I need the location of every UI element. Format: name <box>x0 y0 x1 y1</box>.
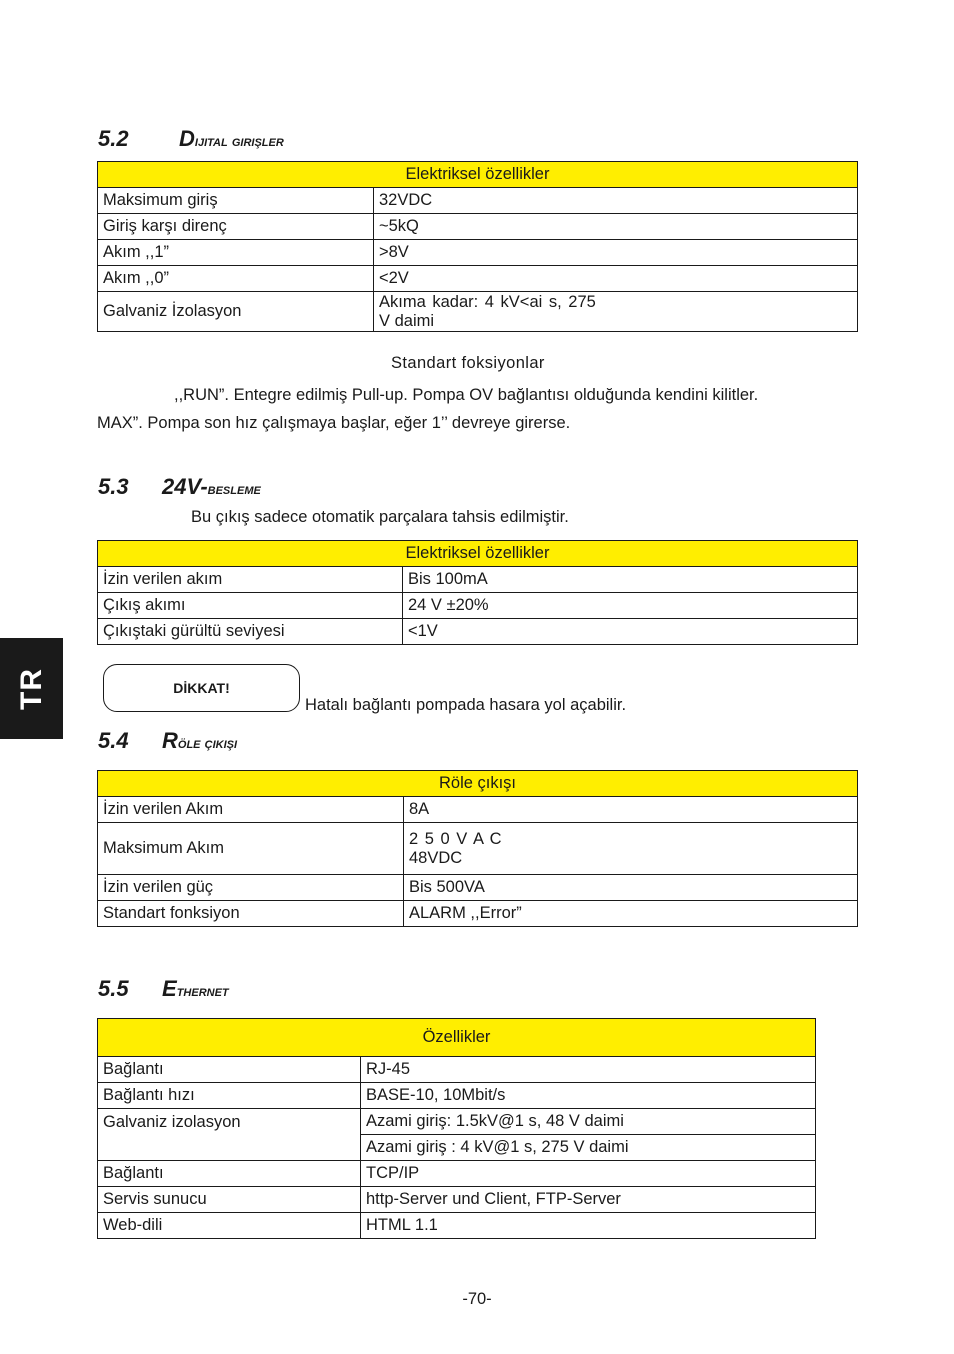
table-row <box>98 1109 816 1135</box>
cell-label: Galvaniz İzolasyon <box>98 292 374 332</box>
table-header: Elektriksel özellikler <box>98 541 858 567</box>
language-tab-label: TR <box>14 667 48 710</box>
language-tab <box>0 638 63 739</box>
cell-value: BASE-10, 10Mbit/s <box>361 1083 816 1109</box>
section-title-rest: besleme <box>207 481 261 498</box>
section-heading-5-3 <box>98 474 261 500</box>
standard-functions-title: Standart foksiyonlar <box>391 354 545 372</box>
supply-intro: Bu çıkış sadece otomatik parçalara tahsis edilmiştir. <box>191 508 569 526</box>
table-row <box>98 1057 816 1083</box>
table-row <box>98 567 858 593</box>
cell-label: Bağlantı hızı <box>98 1083 361 1109</box>
cell-label: Çıkıştaki gürültü seviyesi <box>98 619 403 645</box>
relay-output-table <box>97 770 858 927</box>
cell-value: TCP/IP <box>361 1161 816 1187</box>
section-title-rest: thernet <box>176 983 229 1000</box>
cell-value: Azami giriş : 4 kV@1 s, 275 V daimi <box>361 1135 816 1161</box>
section-number: 5.2 <box>98 126 129 151</box>
cell-value: >8V <box>374 240 858 266</box>
cell-value-line: 48VDC <box>409 848 463 867</box>
table-header: Elektriksel özellikler <box>98 162 858 188</box>
cell-value: Bis 500VA <box>404 875 858 901</box>
cell-value-line: Akıma kadar: 4 kV<ai s, 275 <box>379 292 596 311</box>
section-number: 5.5 <box>98 976 129 1001</box>
table-row <box>98 619 858 645</box>
supply-table <box>97 540 858 645</box>
cell-label: İzin verilen akım <box>98 567 403 593</box>
table-row <box>98 1213 816 1239</box>
cell-value: Bis 100mA <box>403 567 858 593</box>
section-heading-5-2 <box>98 126 284 152</box>
table-row <box>98 214 858 240</box>
cell-label: Maksimum Akım <box>98 823 404 875</box>
warning-label: DİKKAT! <box>173 680 230 696</box>
section-heading-5-4 <box>98 728 237 754</box>
cell-value: Azami giriş: 1.5kV@1 s, 48 V daimi <box>361 1109 816 1135</box>
section-number: 5.3 <box>98 474 129 499</box>
cell-label: Bağlantı <box>98 1161 361 1187</box>
cell-label: Maksimum giriş <box>98 188 374 214</box>
cell-value: RJ-45 <box>361 1057 816 1083</box>
table-header: Özellikler <box>98 1019 816 1057</box>
cell-value: http-Server und Client, FTP-Server <box>361 1187 816 1213</box>
section-title-initial: D <box>179 126 195 151</box>
table-row <box>98 797 858 823</box>
cell-value: ~5kQ <box>374 214 858 240</box>
table-row <box>98 266 858 292</box>
section-number: 5.4 <box>98 728 129 753</box>
table-row <box>98 823 858 875</box>
max-description: MAX”. Pompa son hız çalışmaya başlar, eğer 1’’ devreye girerse. <box>97 414 571 432</box>
cell-value: 32VDC <box>374 188 858 214</box>
cell-label: Standart fonksiyon <box>98 901 404 927</box>
cell-value <box>374 292 858 332</box>
cell-label: Galvaniz izolasyon <box>98 1109 361 1161</box>
section-heading-5-5 <box>98 976 229 1002</box>
page-number: -70- <box>462 1290 492 1308</box>
section-title-initial: E <box>162 976 177 1001</box>
cell-value <box>404 823 858 875</box>
table-row <box>98 292 858 332</box>
table-row <box>98 1187 816 1213</box>
section-title-rest: ijital girişler <box>194 133 284 150</box>
table-row <box>98 901 858 927</box>
cell-value: <1V <box>403 619 858 645</box>
table-row <box>98 240 858 266</box>
cell-value-line: 2 5 0 V A C <box>409 829 503 848</box>
section-title-rest: öle çıkışı <box>177 735 238 752</box>
warning-text: Hatalı bağlantı pompada hasara yol açabilir. <box>305 696 627 714</box>
cell-value: 24 V ±20% <box>403 593 858 619</box>
cell-label: Akım ,,1” <box>98 240 374 266</box>
cell-value: ALARM ,,Error” <box>404 901 858 927</box>
cell-value: <2V <box>374 266 858 292</box>
table-row <box>98 593 858 619</box>
table-row <box>98 188 858 214</box>
cell-label: Giriş karşı direnç <box>98 214 374 240</box>
table-row <box>98 1083 816 1109</box>
table-row <box>98 875 858 901</box>
cell-label: Bağlantı <box>98 1057 361 1083</box>
table-header: Röle çıkışı <box>98 771 858 797</box>
cell-label: İzin verilen Akım <box>98 797 404 823</box>
cell-label: Akım ,,0” <box>98 266 374 292</box>
cell-label: İzin verilen güç <box>98 875 404 901</box>
section-title-initial: 24V- <box>162 474 208 499</box>
cell-label: Servis sunucu <box>98 1187 361 1213</box>
warning-badge <box>103 664 300 712</box>
digital-inputs-table <box>97 161 858 332</box>
cell-label: Çıkış akımı <box>98 593 403 619</box>
cell-label: Web-dili <box>98 1213 361 1239</box>
section-title-initial: R <box>162 728 178 753</box>
table-row <box>98 1161 816 1187</box>
run-description: ,,RUN”. Entegre edilmiş Pull-up. Pompa OV bağlantısı olduğunda kendini kilitler. <box>174 386 759 404</box>
cell-value: HTML 1.1 <box>361 1213 816 1239</box>
ethernet-table <box>97 1018 816 1239</box>
cell-value: 8A <box>404 797 858 823</box>
cell-value-line: V daimi <box>379 311 435 330</box>
